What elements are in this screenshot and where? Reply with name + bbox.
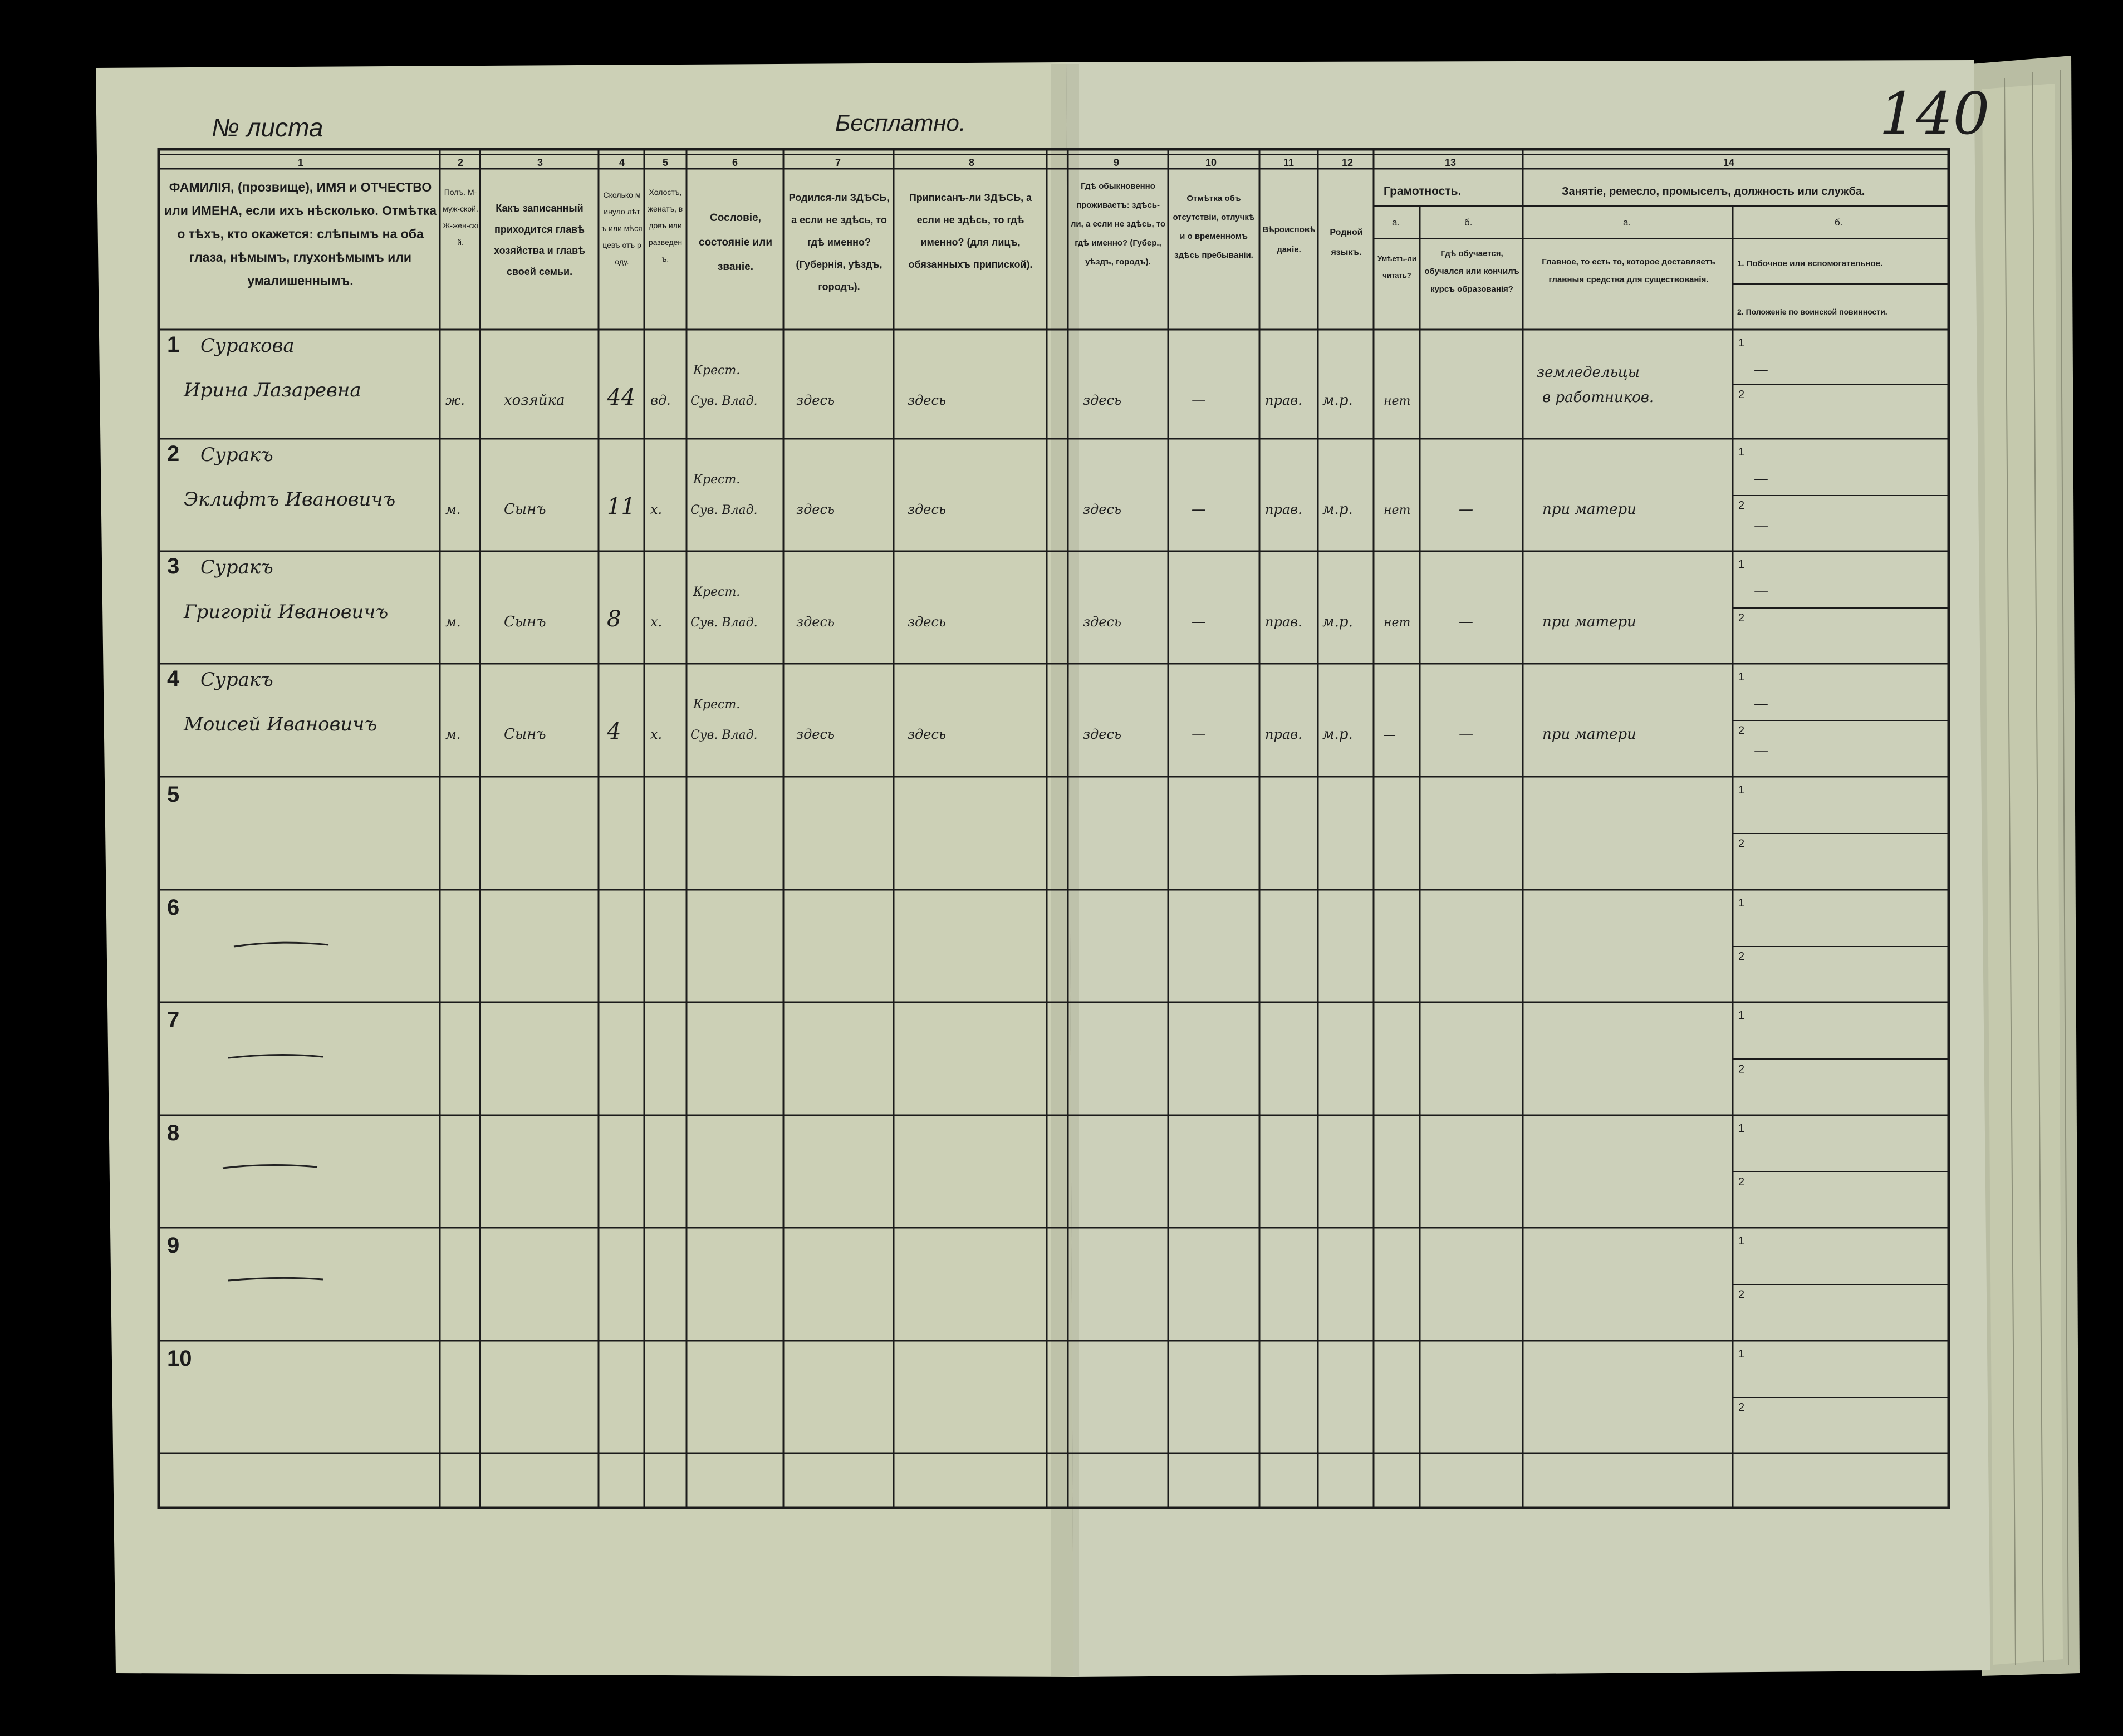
entry-residence: здесь <box>1083 393 1122 408</box>
entry-estate-top: Крест. <box>693 364 741 377</box>
entry-registered: здесь <box>908 502 947 517</box>
sub-row-label-1: 1 <box>1738 1348 1745 1360</box>
entry-registered: здесь <box>908 727 947 742</box>
entry-surname: Суракъ <box>200 669 273 691</box>
col-13a-letter: а. <box>1392 217 1400 228</box>
row-number: 5 <box>167 782 180 807</box>
sub-row-label-2: 2 <box>1738 612 1745 624</box>
col-header-4: Сколько минуло лѣтъ или мѣсяцевъ отъ роду. <box>601 190 643 266</box>
entry-occupation-b1: — <box>1754 695 1768 712</box>
entry-language: м.р. <box>1322 392 1353 409</box>
entry-occupation-b1: — <box>1754 583 1768 600</box>
entry-estate-top: Крест. <box>693 473 741 487</box>
sheet-number: 140 <box>1879 80 1990 148</box>
entry-name: Эклифтъ Ивановичъ <box>184 488 396 511</box>
entry-surname: Суракова <box>200 335 295 357</box>
sub-row-label-1: 1 <box>1738 897 1745 909</box>
entry-estate-bottom: Сув. Влад. <box>690 503 758 517</box>
col-header-14: Занятіе, ремесло, промыселъ, должность или служба. <box>1562 185 1865 198</box>
entry-absence: — <box>1192 726 1206 743</box>
entry-estate-bottom: Сув. Влад. <box>690 394 758 408</box>
entry-age: 4 <box>607 719 621 744</box>
entry-estate-bottom: Сув. Влад. <box>690 616 758 630</box>
entry-absence: — <box>1192 392 1206 409</box>
entry-estate-top: Крест. <box>693 698 741 712</box>
col-header-9: Гдѣ обыкновенно проживаетъ: здѣсь-ли, а если не здѣсь, то гдѣ именно? (Губер., уѣздъ, городъ). <box>1070 182 1166 267</box>
col-header-2: Полъ. М-муж-ской. Ж-жен-скій. <box>443 188 478 247</box>
sub-row-label-1: 1 <box>1738 1122 1745 1135</box>
entry-registered: здесь <box>908 393 947 408</box>
col-header-13a: Умѣетъ-ли читать? <box>1377 254 1416 279</box>
entry-religion: прав. <box>1265 614 1302 630</box>
entry-relation: хозяйка <box>504 392 565 409</box>
col-number-9: 9 <box>1114 157 1120 168</box>
entry-registered: здесь <box>908 614 947 630</box>
entry-religion: прав. <box>1265 393 1302 408</box>
row-number: 6 <box>167 895 180 920</box>
col-number-6: 6 <box>732 157 738 168</box>
entry-absence: — <box>1192 614 1206 630</box>
entry-age: 11 <box>607 494 635 519</box>
entry-religion: прав. <box>1265 727 1302 742</box>
col-number-3: 3 <box>537 157 543 168</box>
entry-occupation-main: в работников. <box>1542 389 1654 406</box>
entry-marital: х. <box>650 727 663 742</box>
sub-row-label-1: 1 <box>1738 1009 1745 1022</box>
row-number: 4 <box>167 666 180 691</box>
col-number-14: 14 <box>1723 157 1735 168</box>
right-stamp: Бесплатно. <box>835 110 966 136</box>
entry-residence: здесь <box>1083 727 1122 742</box>
entry-residence: здесь <box>1083 614 1122 630</box>
sub-row-label-2: 2 <box>1738 499 1745 512</box>
entry-education: — <box>1459 614 1473 630</box>
sub-row-label-1: 1 <box>1738 337 1745 349</box>
col-number-13: 13 <box>1445 157 1457 168</box>
entry-sex: м. <box>445 502 461 517</box>
sub-row-label-2: 2 <box>1738 1288 1745 1301</box>
entry-absence: — <box>1192 501 1206 518</box>
col-14a-letter: а. <box>1623 217 1631 228</box>
entry-name: Григорій Ивановичъ <box>184 601 389 623</box>
entry-marital: вд. <box>650 393 671 408</box>
col-number-2: 2 <box>458 157 464 168</box>
entry-born: здесь <box>796 502 835 517</box>
col-header-5: Холостъ, женатъ, вдовъ или разведенъ. <box>648 188 683 263</box>
entry-occupation-b2: — <box>1754 518 1768 534</box>
entry-occupation-main: при матери <box>1542 726 1636 743</box>
row-number: 8 <box>167 1121 180 1145</box>
col-header-13b: Гдѣ обучается, обучался или кончилъ курсъ образованія? <box>1424 249 1519 294</box>
entry-sex: м. <box>445 727 461 742</box>
entry-born: здесь <box>796 393 835 408</box>
col-header-7: Родился-ли ЗДѢСЬ, а если не здѣсь, то гдѣ именно? (Губернія, уѣздъ, городъ). <box>788 192 890 292</box>
col-header-10: Отмѣтка объ отсутствіи, отлучкѣ и о временномъ здѣсь пребываніи. <box>1173 194 1255 260</box>
col-header-3: Какъ записанный приходится главѣ хозяйства и главѣ своей семьи. <box>494 203 585 277</box>
col-number-8: 8 <box>969 157 975 168</box>
entry-age: 8 <box>607 606 621 632</box>
left-stamp: № листа <box>212 113 323 142</box>
entry-estate-bottom: Сув. Влад. <box>690 728 758 742</box>
col-header-6: Сословіе, состояніе или званіе. <box>698 212 773 273</box>
sub-row-label-1: 1 <box>1738 1235 1745 1247</box>
sub-row-label-1: 1 <box>1738 784 1745 796</box>
entry-sex: м. <box>445 614 461 630</box>
entry-occupation-b1: — <box>1754 361 1768 378</box>
entry-language: м.р. <box>1322 726 1353 743</box>
entry-name: Ирина Лазаревна <box>184 379 361 401</box>
entry-age: 44 <box>607 385 635 410</box>
row-number: 1 <box>167 332 180 357</box>
sub-row-label-2: 2 <box>1738 950 1745 963</box>
entry-occupation-main: при матери <box>1542 614 1636 630</box>
sub-row-label-2: 2 <box>1738 837 1745 850</box>
entry-marital: х. <box>650 502 663 517</box>
sub-row-label-1: 1 <box>1738 446 1745 458</box>
col-number-1: 1 <box>298 157 304 168</box>
sub-row-label-1: 1 <box>1738 558 1745 571</box>
entry-language: м.р. <box>1322 614 1353 630</box>
row-number: 10 <box>167 1346 192 1371</box>
entry-estate-top: Крест. <box>693 585 741 599</box>
entry-marital: х. <box>650 614 663 630</box>
col-number-11: 11 <box>1283 157 1295 168</box>
row-number: 7 <box>167 1008 180 1032</box>
sub-row-label-1: 1 <box>1738 671 1745 683</box>
col-header-14b1: 1. Побочное или вспомогательное. <box>1737 259 1883 268</box>
entry-relation: Сынъ <box>504 726 546 743</box>
entry-education: — <box>1459 726 1473 743</box>
entry-language: м.р. <box>1322 501 1353 518</box>
entry-born: здесь <box>796 727 835 742</box>
entry-occupation-b2: — <box>1754 743 1768 759</box>
col-13b-letter: б. <box>1464 217 1473 228</box>
entry-born: здесь <box>796 614 835 630</box>
col-header-11: Вѣроисповѣданіе. <box>1262 225 1316 254</box>
col-header-12: Родной языкъ. <box>1330 228 1363 257</box>
col-number-12: 12 <box>1342 157 1354 168</box>
col-number-5: 5 <box>663 157 669 168</box>
entry-occupation-main: земледельцы <box>1537 364 1640 381</box>
col-number-4: 4 <box>619 157 625 168</box>
col-header-13: Грамотность. <box>1384 185 1462 198</box>
entry-occupation-b1: — <box>1754 470 1768 487</box>
row-number: 3 <box>167 554 180 578</box>
entry-literate: нет <box>1384 394 1411 408</box>
entry-literate: нет <box>1384 616 1411 630</box>
col-14b-letter: б. <box>1835 217 1843 228</box>
sub-row-label-2: 2 <box>1738 1063 1745 1076</box>
col-header-14a: Главное, то есть то, которое доставляетъ главныя средства для существованія. <box>1542 257 1715 285</box>
entry-surname: Суракъ <box>200 556 273 578</box>
col-number-10: 10 <box>1205 157 1217 168</box>
entry-name: Моисей Ивановичъ <box>184 713 377 735</box>
sub-row-label-2: 2 <box>1738 389 1745 401</box>
col-header-8: Приписанъ-ли ЗДѢСЬ, а если не здѣсь, то гдѣ именно? (для лицъ, обязанныхъ припиской). <box>908 192 1033 270</box>
entry-literate: нет <box>1384 503 1411 517</box>
sub-row-label-2: 2 <box>1738 724 1745 737</box>
entry-residence: здесь <box>1083 502 1122 517</box>
sub-row-label-2: 2 <box>1738 1401 1745 1414</box>
col-header-1: ФАМИЛІЯ, (прозвище), ИМЯ и ОТЧЕСТВО или ИМЕНА, если ихъ нѣсколько. Отмѣтка о тѣхъ, кто окажется: слѣпымъ на оба глаза, нѣмымъ, глухонѣмымъ или умалишеннымъ. <box>164 180 437 288</box>
entry-education: — <box>1459 501 1473 518</box>
entry-relation: Сынъ <box>504 614 546 630</box>
entry-sex: ж. <box>445 393 465 408</box>
entry-surname: Суракъ <box>200 444 273 466</box>
entry-relation: Сынъ <box>504 501 546 518</box>
col-number-7: 7 <box>835 157 841 168</box>
row-number: 9 <box>167 1233 180 1258</box>
entry-religion: прав. <box>1265 502 1302 517</box>
sub-row-label-2: 2 <box>1738 1176 1745 1188</box>
col-header-14b2: 2. Положеніе по воинской повинности. <box>1737 307 1887 316</box>
row-number: 2 <box>167 442 180 466</box>
entry-literate: — <box>1384 728 1396 742</box>
entry-occupation-main: при матери <box>1542 501 1636 518</box>
